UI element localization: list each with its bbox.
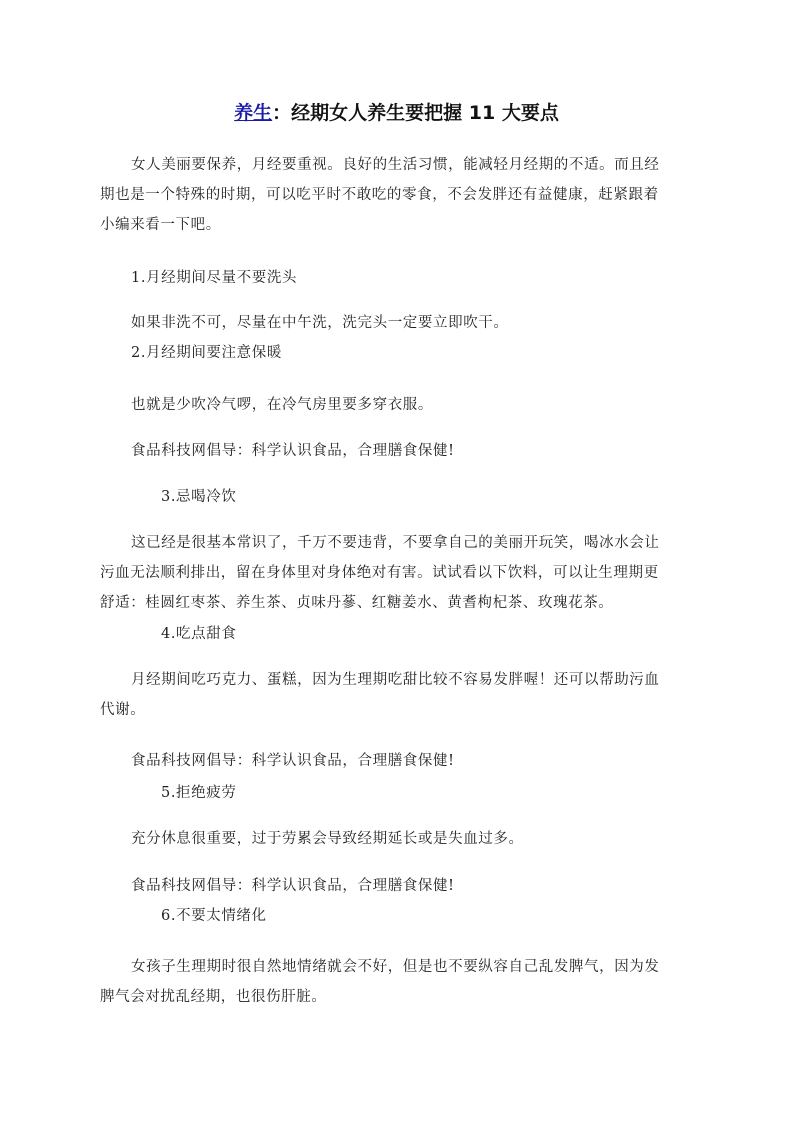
section-heading: 3.忌喝冷饮 (161, 489, 237, 505)
section-heading: 4.吃点甜食 (161, 626, 237, 642)
intro-line: 期也是一个特殊的时期，可以吃平时不敢吃的零食，不会发胖还有益健康，赶紧跟着 (100, 187, 659, 203)
title-link[interactable]: 养生 (234, 102, 273, 124)
promo-line: 食品科技网倡导：科学认识食品，合理膳食保健! (131, 878, 455, 894)
section-heading: 6.不要太情绪化 (161, 908, 267, 924)
section-heading: 2.月经期间要注意保暖 (131, 345, 282, 361)
section-text: 月经期间吃巧克力、蛋糕，因为生理期吃甜比较不容易发胖喔！还可以帮助污血 (131, 672, 660, 688)
page-title (0, 99, 793, 127)
promo-line: 食品科技网倡导：科学认识食品，合理膳食保健! (131, 443, 455, 459)
section-text: 代谢。 (100, 702, 146, 718)
title-text: ：经期女人养生要把握 11 大要点 (272, 102, 559, 124)
section-text: 污血无法顺利排出，留在身体里对身体绝对有害。试试看以下饮料，可以让生理期更 (100, 565, 659, 581)
intro-line: 女人美丽要保养，月经要重视。良好的生活习惯，能减轻月经期的不适。而且经 (131, 157, 660, 173)
section-heading: 1.月经期间尽量不要洗头 (131, 270, 298, 286)
section-heading: 5.拒绝疲劳 (161, 785, 237, 801)
section-text: 也就是少吹冷气啰，在冷气房里要多穿衣服。 (131, 397, 433, 413)
section-text: 脾气会对扰乱经期，也很伤肝脏。 (100, 989, 327, 1005)
promo-line: 食品科技网倡导：科学认识食品，合理膳食保健! (131, 753, 455, 769)
section-text: 舒适：桂圆红枣茶、养生茶、贞味丹蔘、红糖姜水、黄耆枸杞茶、玫瑰花茶。 (100, 595, 614, 611)
section-text: 女孩子生理期时很自然地情绪就会不好，但是也不要纵容自己乱发脾气，因为发 (131, 959, 660, 975)
intro-line: 小编来看一下吧。 (100, 217, 221, 233)
section-text: 如果非洗不可，尽量在中午洗，洗完头一定要立即吹干。 (131, 315, 509, 331)
section-text: 这已经是很基本常识了，千万不要违背，不要拿自己的美丽开玩笑，喝冰水会让 (131, 535, 660, 551)
section-text: 充分休息很重要，过于劳累会导致经期延长或是失血过多。 (131, 831, 524, 847)
